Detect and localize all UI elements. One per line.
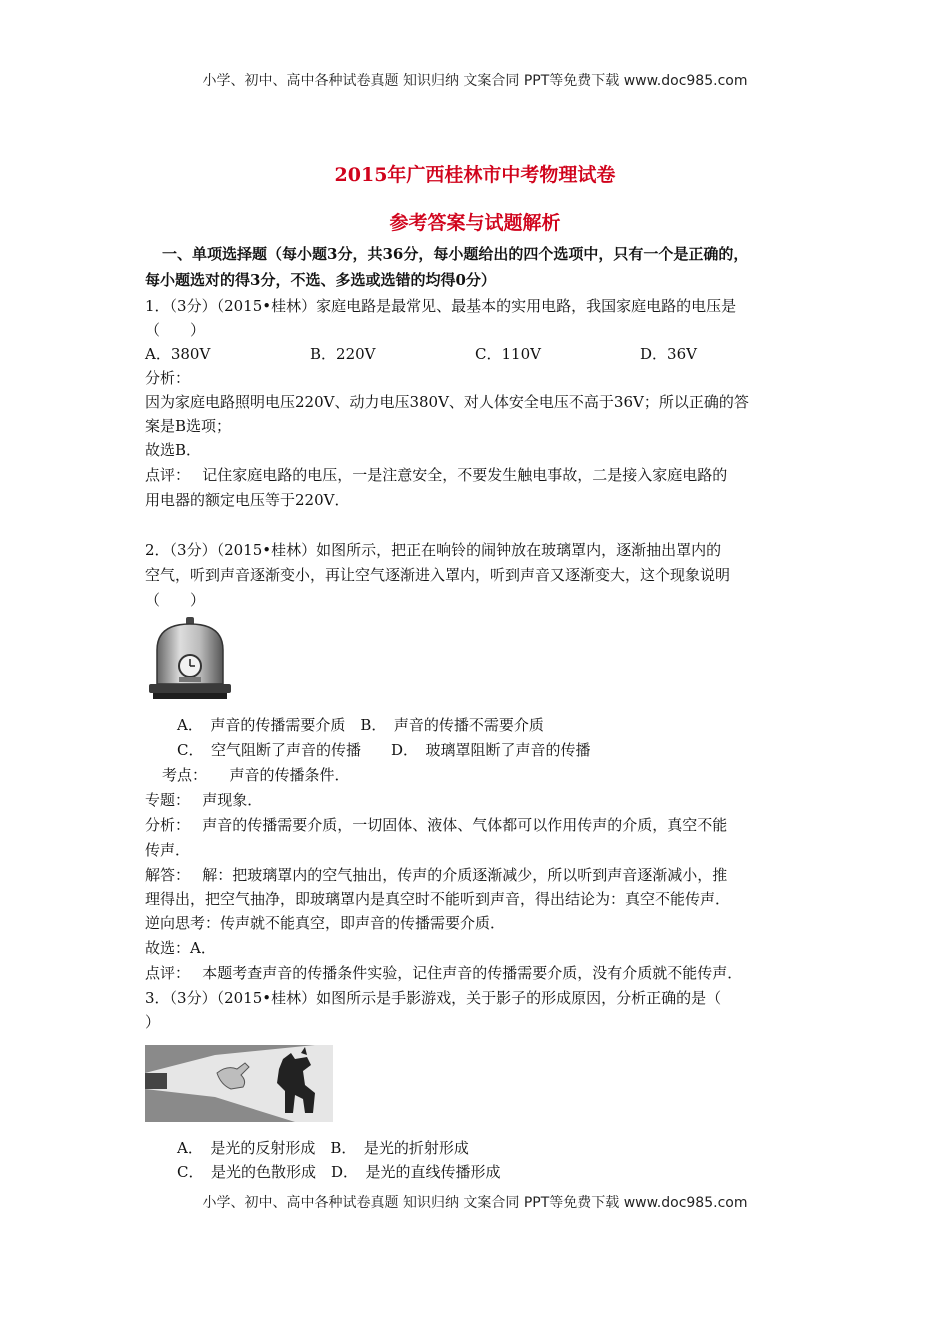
q1-option-d: D．36V: [640, 345, 697, 363]
q2-kaodian: 考点： 声音的传播条件．: [162, 766, 350, 784]
q1-option-a: A．380V: [145, 345, 211, 363]
q1-comment-line1: 点评： 记住家庭电路的电压，一是注意安全，不要发生触电事故，二是接入家庭电路的: [145, 466, 728, 484]
q2-answer: 故选：A．: [145, 939, 216, 957]
q1-option-c: C．110V: [475, 345, 541, 363]
q3-stem-line2: ）: [145, 1013, 161, 1031]
q1-analysis-label: 分析：: [145, 369, 191, 387]
q1-analysis-line1: 因为家庭电路照明电压220V、动力电压380V、对人体安全电压不高于36V；所以正确的答: [145, 393, 749, 411]
q1-option-b: B．220V: [310, 345, 376, 363]
hand-shadow-image: [145, 1045, 333, 1122]
q2-solution-line3: 逆向思考：传声就不能真空，即声音的传播需要介质．: [145, 914, 506, 932]
section-heading-line1: 一、单项选择题（每小题3分，共36分，每小题给出的四个选项中，只有一个是正确的，: [162, 245, 749, 263]
section-heading-line2: 每小题选对的得3分，不选、多选或选错的均得0分）: [145, 271, 496, 289]
q2-analysis-line1: 分析： 声音的传播需要介质，一切固体、液体、气体都可以作用传声的介质，真空不能: [145, 816, 728, 834]
page-subtitle: 参考答案与试题解析: [389, 212, 561, 234]
q3-options-line1: A． 是光的反射形成 B． 是光的折射形成: [177, 1139, 469, 1157]
bell-jar-image: [145, 614, 235, 704]
q3-stem-line1: 3．（3分）（2015•桂林）如图所示是手影游戏，关于影子的形成原因，分析正确的是（: [145, 989, 722, 1007]
q2-solution-line1: 解答： 解：把玻璃罩内的空气抽出，传声的介质逐渐减少，所以听到声音逐渐减小，推: [145, 866, 728, 884]
q2-stem-line1: 2．（3分）（2015•桂林）如图所示，把正在响铃的闹钟放在玻璃罩内，逐渐抽出罩内的: [145, 541, 722, 559]
q2-stem-line3: （ ）: [145, 591, 206, 609]
q2-options-line2: C． 空气阻断了声音的传播 D． 玻璃罩阻断了声音的传播: [177, 741, 591, 759]
page-title: 2015年广西桂林市中考物理试卷: [334, 164, 616, 186]
q1-answer: 故选B．: [145, 441, 202, 459]
q2-options-line1: A． 声音的传播需要介质 B． 声音的传播不需要介质: [177, 716, 544, 734]
q3-options-line2: C． 是光的色散形成 D． 是光的直线传播形成: [177, 1163, 501, 1181]
footer-banner: 小学、初中、高中各种试卷真题 知识归纳 文案合同 PPT等免费下载 www.doc985.com: [202, 1195, 748, 1211]
header-banner: 小学、初中、高中各种试卷真题 知识归纳 文案合同 PPT等免费下载 www.doc985.com: [202, 73, 748, 89]
q1-analysis-line2: 案是B选项；: [145, 417, 232, 435]
q2-solution-line2: 理得出，把空气抽净，即玻璃罩内是真空时不能听到声音，得出结论为：真空不能传声．: [145, 890, 731, 908]
q2-comment: 点评： 本题考查声音的传播条件实验，记住声音的传播需要介质，没有介质就不能传声．: [145, 964, 743, 982]
q1-stem-line1: 1．（3分）（2015•桂林）家庭电路是最常见、最基本的实用电路，我国家庭电路的电压是: [145, 297, 737, 315]
q1-stem-line2: （ ）: [145, 321, 206, 339]
q2-analysis-line2: 传声．: [145, 841, 191, 859]
q1-comment-line2: 用电器的额定电压等于220V．: [145, 491, 350, 509]
q2-stem-line2: 空气，听到声音逐渐变小，再让空气逐渐进入罩内，听到声音又逐渐变大，这个现象说明: [145, 566, 731, 584]
q2-zhuanti: 专题： 声现象．: [145, 791, 263, 809]
